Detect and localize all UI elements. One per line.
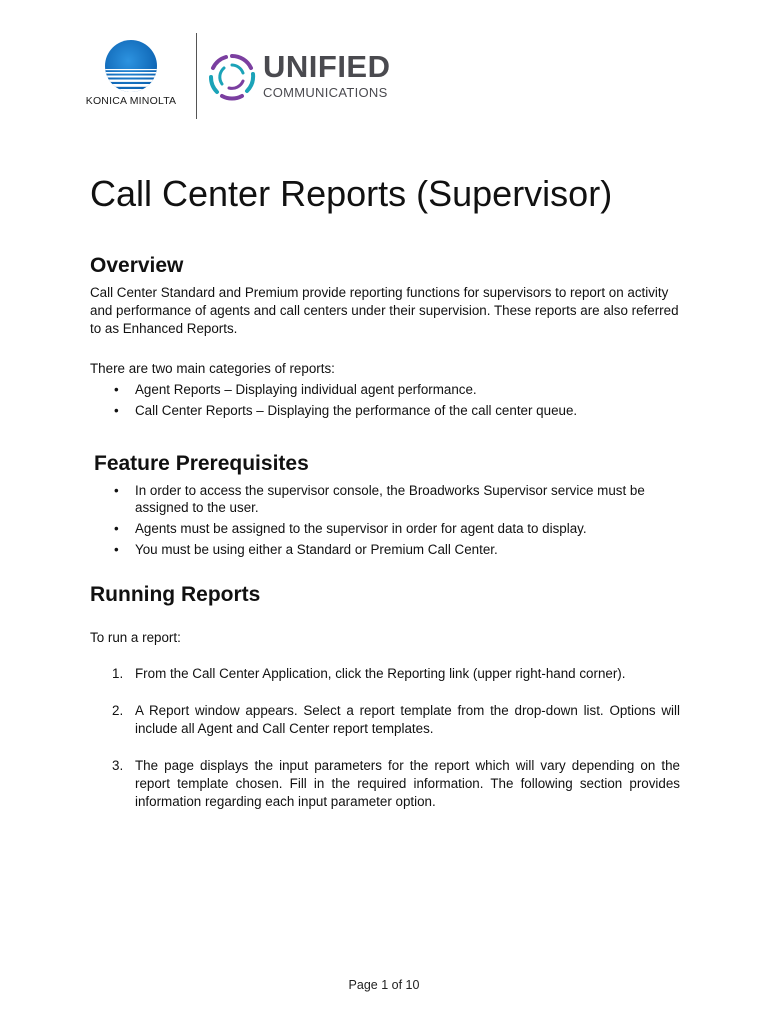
uc-ring-icon (207, 52, 257, 102)
step-text: The page displays the input parameters for the report which will vary depending on the report template chosen. Fill in the required information. The following section provides information regarding each input parameter option. (135, 758, 680, 809)
konica-minolta-logo (76, 40, 186, 112)
report-categories-list (90, 381, 680, 423)
overview-heading: Overview (90, 254, 184, 277)
bullet-icon: • (114, 542, 119, 557)
list-item (90, 520, 680, 537)
prerequisites-list (90, 482, 680, 562)
bullet-icon: • (114, 382, 119, 397)
uc-wordmark-title: UNIFIED (263, 49, 391, 84)
document-title: Call Center Reports (Supervisor) (90, 173, 613, 214)
logo-divider (196, 33, 197, 119)
konica-globe-icon (105, 40, 157, 92)
list-item-text: In order to access the supervisor console, the Broadworks Supervisor service must be assigned to the user. (135, 483, 645, 515)
list-item-text: Agent Reports – Displaying individual agent performance. (135, 382, 477, 397)
bullet-icon: • (114, 403, 119, 418)
list-item (90, 482, 680, 516)
list-item (90, 381, 680, 398)
list-item-text: Agents must be assigned to the supervisor in order for agent data to display. (135, 521, 587, 536)
konica-minolta-wordmark: KONICA MINOLTA (85, 95, 177, 107)
step-text: From the Call Center Application, click the Reporting link (upper right-hand corner). (135, 666, 626, 681)
categories-intro: There are two main categories of reports: (90, 361, 335, 376)
list-item-text: You must be using either a Standard or Premium Call Center. (135, 542, 498, 557)
unified-communications-logo (207, 50, 407, 104)
running-reports-heading: Running Reports (90, 583, 261, 606)
step-item (90, 757, 680, 811)
step-item (90, 702, 680, 738)
running-steps-list (90, 665, 680, 830)
step-number: 1. (112, 666, 124, 681)
step-number: 2. (112, 703, 124, 718)
step-number: 3. (112, 758, 124, 773)
bullet-icon: • (114, 521, 119, 536)
list-item (90, 541, 680, 558)
uc-wordmark-subtitle: COMMUNICATIONS (263, 85, 388, 100)
list-item (90, 402, 680, 419)
step-text: A Report window appears. Select a report template from the drop-down list. Options will include all Agent and Call Center report templates. (135, 703, 680, 736)
running-intro: To run a report: (90, 630, 181, 645)
step-item (90, 665, 680, 683)
prerequisites-heading: Feature Prerequisites (94, 452, 309, 475)
list-item-text: Call Center Reports – Displaying the performance of the call center queue. (135, 403, 578, 418)
bullet-icon: • (114, 483, 119, 498)
overview-paragraph: Call Center Standard and Premium provide reporting functions for supervisors to report on activity and performance of agents and call centers under their supervision. These reports are also referred to as Enhanced Reports. (90, 285, 679, 336)
page-number: Page 1 of 10 (348, 978, 420, 992)
